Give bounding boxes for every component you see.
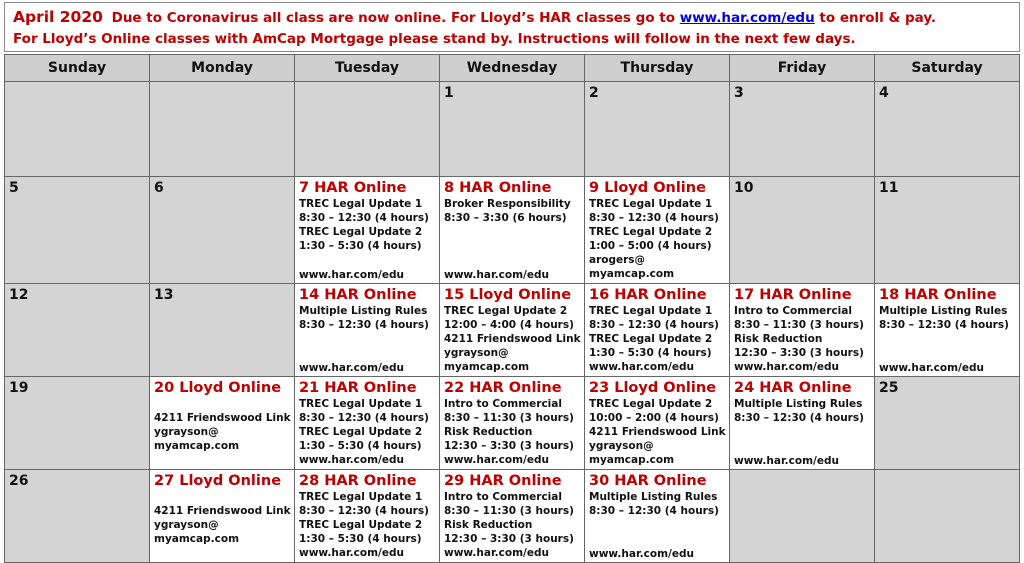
event-detail-line: 12:00 – 4:00 (4 hours) (444, 319, 574, 331)
weekday-header: Sunday (5, 55, 150, 82)
event-title: 29 HAR Online (444, 473, 562, 489)
event-detail-line: TREC Legal Update 2 (299, 226, 423, 238)
event-details (734, 304, 870, 374)
event-detail-line: www.har.com/edu (734, 361, 839, 373)
event-cell (295, 470, 440, 563)
event-detail-line: 8:30 – 12:30 (4 hours) (299, 505, 429, 517)
event-detail-line: myamcap.com (154, 533, 240, 545)
event-detail-line: ygrayson@ (589, 440, 654, 452)
event-cell (585, 470, 730, 563)
week-row (5, 177, 1020, 284)
event-detail-line: ygrayson@ (154, 519, 219, 531)
event-detail-line: 8:30 – 11:30 (3 hours) (444, 412, 574, 424)
event-detail-line: Multiple Listing Rules (879, 305, 1008, 317)
event-title: 30 HAR Online (589, 473, 707, 489)
event-detail-line: 8:30 – 11:30 (3 hours) (734, 319, 864, 331)
event-title: 9 Lloyd Online (589, 180, 706, 196)
day-number: 4 (879, 85, 889, 101)
event-title: 14 HAR Online (299, 287, 417, 303)
event-detail-line: Intro to Commercial (444, 491, 562, 503)
day-number: 2 (589, 85, 599, 101)
day-number: 25 (879, 380, 899, 396)
event-detail-line: TREC Legal Update 1 (299, 398, 423, 410)
event-detail-line: Intro to Commercial (444, 398, 562, 410)
event-detail-line: ygrayson@ (154, 426, 219, 438)
event-details (444, 304, 580, 374)
event-detail-line: 12:30 – 3:30 (3 hours) (734, 347, 864, 359)
event-footer-link: www.har.com/edu (299, 362, 404, 374)
event-cell (295, 177, 440, 284)
event-cell (585, 177, 730, 284)
event-details (444, 490, 580, 560)
har-edu-link[interactable]: www.har.com/edu (679, 10, 815, 26)
day-cell (585, 82, 730, 177)
event-detail-line: 4211 Friendswood Link (154, 412, 291, 424)
event-details (589, 397, 725, 467)
day-cell (730, 177, 875, 284)
event-title: 18 HAR Online (879, 287, 997, 303)
event-detail-line: Risk Reduction (444, 519, 533, 531)
day-cell (5, 177, 150, 284)
event-detail-line: 8:30 – 3:30 (6 hours) (444, 212, 567, 224)
event-detail-line: TREC Legal Update 2 (589, 398, 713, 410)
event-footer-link: www.har.com/edu (734, 455, 839, 467)
event-cell (150, 377, 295, 470)
event-cell (730, 284, 875, 377)
event-detail-line: Multiple Listing Rules (589, 491, 718, 503)
event-detail-line: TREC Legal Update 2 (444, 305, 568, 317)
event-detail-line: TREC Legal Update 2 (299, 426, 423, 438)
day-cell (875, 470, 1020, 563)
event-detail-line: arogers@ (589, 254, 646, 266)
event-detail-line: 1:30 – 5:30 (4 hours) (589, 347, 712, 359)
event-detail-line: myamcap.com (589, 454, 675, 466)
weekday-header: Tuesday (295, 55, 440, 82)
event-cell (150, 470, 295, 563)
day-number: 13 (154, 287, 174, 303)
event-title: 22 HAR Online (444, 380, 562, 396)
event-detail-line: 8:30 – 12:30 (4 hours) (299, 412, 429, 424)
event-detail-line: 1:30 – 5:30 (4 hours) (299, 240, 422, 252)
event-detail-line: 4211 Friendswood Link (444, 333, 581, 345)
day-cell (730, 470, 875, 563)
event-details (734, 397, 870, 425)
event-title: 16 HAR Online (589, 287, 707, 303)
banner-line-1 (13, 7, 1011, 29)
event-details (589, 197, 725, 281)
event-cell (440, 377, 585, 470)
event-detail-line: Risk Reduction (444, 426, 533, 438)
day-number: 6 (154, 180, 164, 196)
event-detail-line: 8:30 – 12:30 (4 hours) (589, 505, 719, 517)
day-cell (875, 377, 1020, 470)
event-title: 17 HAR Online (734, 287, 852, 303)
event-details (589, 304, 725, 374)
event-title: 20 Lloyd Online (154, 380, 282, 396)
event-detail-line: myamcap.com (154, 440, 240, 452)
event-title: 15 Lloyd Online (444, 287, 572, 303)
event-detail-line: 8:30 – 12:30 (4 hours) (734, 412, 864, 424)
event-detail-line: 8:30 – 12:30 (4 hours) (589, 212, 719, 224)
event-detail-line: TREC Legal Update 2 (589, 226, 713, 238)
event-detail-line: Risk Reduction (734, 333, 823, 345)
day-cell (440, 82, 585, 177)
event-detail-line: 4211 Friendswood Link (154, 505, 291, 517)
event-detail-line: Intro to Commercial (734, 305, 852, 317)
month-title: April 2020 (13, 8, 103, 26)
event-detail-line: Broker Responsibility (444, 198, 571, 210)
event-detail-line: 12:30 – 3:30 (3 hours) (444, 533, 574, 545)
event-details (299, 490, 435, 560)
event-detail-line: 8:30 – 12:30 (4 hours) (589, 319, 719, 331)
event-footer-link: www.har.com/edu (444, 269, 549, 281)
event-detail-line: TREC Legal Update 1 (299, 198, 423, 210)
event-detail-line: 12:30 – 3:30 (3 hours) (444, 440, 574, 452)
event-details (444, 397, 580, 467)
event-footer-link: www.har.com/edu (589, 548, 694, 560)
event-details (299, 397, 435, 467)
day-cell (730, 82, 875, 177)
week-row (5, 284, 1020, 377)
weekday-header: Wednesday (440, 55, 585, 82)
day-cell (150, 82, 295, 177)
event-footer-link: www.har.com/edu (299, 269, 404, 281)
day-cell (875, 177, 1020, 284)
event-cell (585, 284, 730, 377)
week-row (5, 377, 1020, 470)
day-number: 19 (9, 380, 29, 396)
weekday-header: Friday (730, 55, 875, 82)
week-row (5, 470, 1020, 563)
event-detail-line: ygrayson@ (444, 347, 509, 359)
event-details (299, 304, 435, 332)
event-details (879, 304, 1015, 332)
day-cell (150, 284, 295, 377)
banner-line-1-tail: to enroll & pay. (819, 10, 937, 26)
event-detail-line: www.har.com/edu (589, 361, 694, 373)
event-details (299, 197, 435, 253)
event-detail-line: www.har.com/edu (444, 454, 549, 466)
event-cell (730, 377, 875, 470)
calendar-body (5, 82, 1020, 563)
event-cell (440, 470, 585, 563)
event-detail-line: www.har.com/edu (299, 454, 404, 466)
day-cell (875, 82, 1020, 177)
banner-line-2: For Lloyd’s Online classes with AmCap Mortgage please stand by. Instructions will follow in the next few days. (13, 31, 856, 47)
announcement-banner (4, 2, 1020, 52)
event-cell (440, 284, 585, 377)
event-cell (295, 377, 440, 470)
day-cell (5, 82, 150, 177)
event-detail-line: 8:30 – 12:30 (4 hours) (299, 212, 429, 224)
weekday-header: Monday (150, 55, 295, 82)
weekday-header-row (5, 55, 1020, 82)
day-number: 5 (9, 180, 19, 196)
day-number: 12 (9, 287, 29, 303)
day-number: 3 (734, 85, 744, 101)
event-detail-line: TREC Legal Update 1 (299, 491, 423, 503)
event-detail-line: Multiple Listing Rules (299, 305, 428, 317)
event-title: 7 HAR Online (299, 180, 407, 196)
event-cell (875, 284, 1020, 377)
event-cell (295, 284, 440, 377)
event-title: 8 HAR Online (444, 180, 552, 196)
day-cell (5, 377, 150, 470)
day-cell (150, 177, 295, 284)
day-number: 26 (9, 473, 29, 489)
event-cell (440, 177, 585, 284)
event-detail-line: www.har.com/edu (299, 547, 404, 559)
weekday-header: Thursday (585, 55, 730, 82)
day-number: 11 (879, 180, 899, 196)
day-number: 10 (734, 180, 754, 196)
event-title: 27 Lloyd Online (154, 473, 282, 489)
event-detail-line: 1:00 – 5:00 (4 hours) (589, 240, 712, 252)
event-detail-line: 4211 Friendswood Link (589, 426, 726, 438)
banner-line-1-text: Due to Coronavirus all class are now online. For Lloyd’s HAR classes go to (111, 10, 676, 26)
event-detail-line: TREC Legal Update 1 (589, 305, 713, 317)
event-details (444, 197, 580, 225)
event-detail-line: 8:30 – 12:30 (4 hours) (879, 319, 1009, 331)
event-detail-line: TREC Legal Update 2 (589, 333, 713, 345)
weekday-header: Saturday (875, 55, 1020, 82)
event-footer-link: www.har.com/edu (879, 362, 984, 374)
day-number: 1 (444, 85, 454, 101)
week-row (5, 82, 1020, 177)
event-detail-line: 8:30 – 12:30 (4 hours) (299, 319, 429, 331)
event-title: 28 HAR Online (299, 473, 417, 489)
calendar-grid (4, 54, 1020, 563)
event-details (589, 490, 725, 518)
event-detail-line: myamcap.com (444, 361, 530, 373)
event-detail-line: www.har.com/edu (444, 547, 549, 559)
event-detail-line: 1:30 – 5:30 (4 hours) (299, 440, 422, 452)
event-details (154, 504, 290, 546)
event-detail-line: 1:30 – 5:30 (4 hours) (299, 533, 422, 545)
event-detail-line: 10:00 – 2:00 (4 hours) (589, 412, 719, 424)
event-title: 23 Lloyd Online (589, 380, 717, 396)
event-detail-line: TREC Legal Update 1 (589, 198, 713, 210)
day-cell (5, 470, 150, 563)
event-detail-line: 8:30 – 11:30 (3 hours) (444, 505, 574, 517)
event-cell (585, 377, 730, 470)
event-details (154, 411, 290, 453)
event-title: 21 HAR Online (299, 380, 417, 396)
event-detail-line: Multiple Listing Rules (734, 398, 863, 410)
event-detail-line: myamcap.com (589, 268, 675, 280)
day-cell (295, 82, 440, 177)
day-cell (5, 284, 150, 377)
event-detail-line: TREC Legal Update 2 (299, 519, 423, 531)
event-title: 24 HAR Online (734, 380, 852, 396)
